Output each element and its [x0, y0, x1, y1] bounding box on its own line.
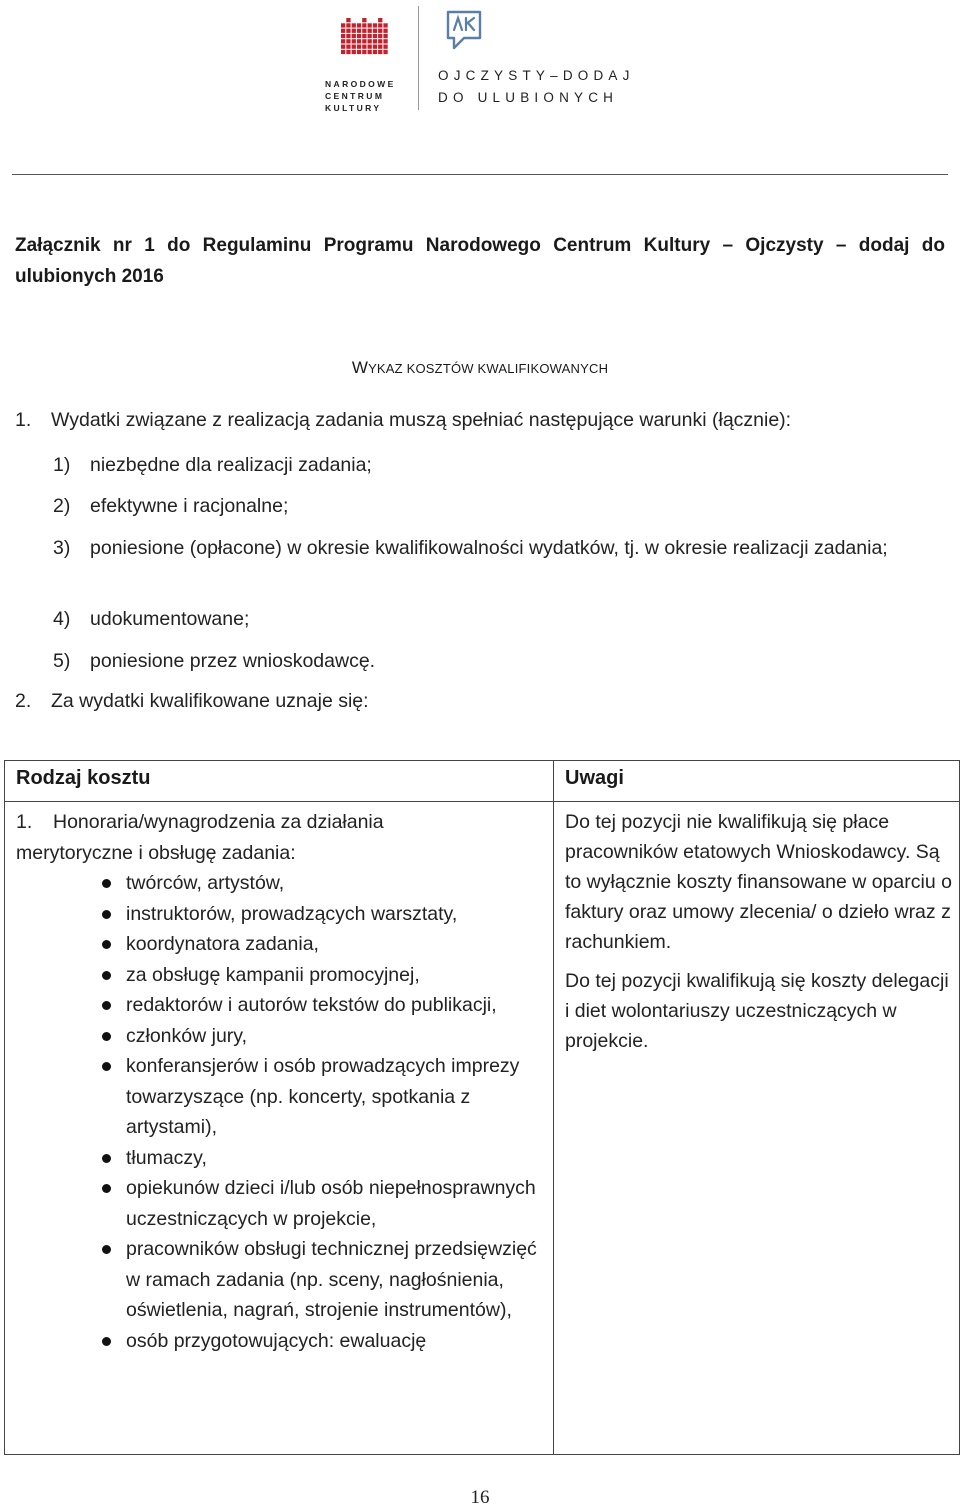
ncc-logo-square — [378, 29, 382, 33]
ncc-logo-square — [357, 50, 361, 54]
condition-item — [53, 604, 947, 634]
ncc-logo-square — [378, 39, 382, 43]
ncc-logo-square — [373, 23, 377, 27]
condition-item — [53, 491, 947, 521]
condition-number: 5) — [53, 650, 71, 672]
condition-number: 4) — [53, 608, 71, 630]
list-item: twórców, artystów, — [16, 868, 546, 899]
point-2-number: 2. — [15, 690, 32, 712]
ncc-logo-square — [362, 50, 366, 54]
table-cell-cost-type — [16, 807, 546, 1356]
cost-item-lead-line1: Honoraria/wynagrodzenia za działania — [53, 811, 384, 833]
ncc-logo-square — [383, 23, 387, 27]
point-1 — [15, 409, 791, 432]
ncc-logo-square — [352, 34, 356, 38]
list-item: członków jury, — [16, 1021, 546, 1052]
ncc-logo-square — [383, 29, 387, 33]
ncc-logo-square — [357, 23, 361, 27]
condition-number: 2) — [53, 495, 71, 517]
cost-item-bullets — [16, 868, 546, 1356]
condition-item — [53, 450, 947, 480]
ncc-logo-square — [368, 50, 372, 54]
cost-item-lead-line2: merytoryczne i obsługę zadania: — [16, 841, 296, 864]
ncc-logo-square — [362, 34, 366, 38]
ncc-logo-square — [362, 29, 366, 33]
ncc-logo-square — [341, 34, 345, 38]
ncc-logo-square — [346, 39, 350, 43]
cost-item-number: 1. — [16, 811, 33, 833]
ncc-logo-square — [378, 50, 382, 54]
ncc-logo-square — [362, 39, 366, 43]
ncc-logo-square — [362, 45, 366, 49]
ncc-logo-text — [325, 78, 403, 114]
condition-text: niezbędne dla realizacji zadania; — [90, 454, 372, 476]
condition-text: efektywne i racjonalne; — [90, 495, 289, 517]
section-title-initial: W — [351, 358, 369, 377]
page-number: 16 — [470, 1487, 490, 1508]
ncc-logo-square — [341, 23, 345, 27]
program-logo-line1: OJCZYSTY–DODAJ — [438, 68, 635, 83]
ncc-logo-square — [368, 45, 372, 49]
point-2-text: Za wydatki kwalifikowane uznaje się: — [51, 690, 369, 712]
ncc-logo-square — [357, 29, 361, 33]
speech-bubble-icon — [444, 8, 484, 54]
list-item: redaktorów i autorów tekstów do publikacji, — [16, 990, 546, 1021]
table-column-divider — [553, 761, 554, 1454]
ncc-logo-square — [352, 23, 356, 27]
ncc-logo-square — [346, 18, 350, 22]
section-title — [0, 358, 960, 378]
list-item: opiekunów dzieci i/lub osób niepełnosprawnych uczestniczących w projekcie, — [16, 1173, 546, 1234]
ncc-logo-square — [352, 50, 356, 54]
ncc-logo-square — [368, 23, 372, 27]
cost-item-lead — [16, 807, 546, 868]
ncc-logo-square — [383, 34, 387, 38]
ncc-logo-square — [378, 34, 382, 38]
point-2 — [15, 690, 369, 713]
ncc-logo-square — [368, 29, 372, 33]
condition-number: 1) — [53, 454, 71, 476]
table-header-cost-type: Rodzaj kosztu — [16, 767, 151, 789]
ncc-logo-square — [346, 50, 350, 54]
header-rule — [12, 174, 948, 175]
ncc-logo-square — [378, 23, 382, 27]
ncc-logo-square — [383, 39, 387, 43]
ncc-logo-square — [357, 34, 361, 38]
section-title-rest: YKAZ KOSZTÓW KWALIFIKOWANYCH — [368, 361, 609, 376]
ncc-logo-square — [341, 50, 345, 54]
list-item: pracowników obsługi technicznej przedsięwzięć w ramach zadania (np. sceny, nagłośnienia, oświetlenia, nagrań, strojenie instrumentów), — [16, 1234, 546, 1326]
ncc-logo-line2: CENTRUM — [325, 91, 385, 101]
ncc-logo-square — [373, 50, 377, 54]
ncc-logo-square — [346, 34, 350, 38]
ncc-logo-square — [352, 45, 356, 49]
ncc-logo-square — [357, 39, 361, 43]
ncc-logo-line3: KULTURY — [325, 103, 382, 113]
ncc-logo-square — [346, 23, 350, 27]
list-item: konferansjerów i osób prowadzących imprezy towarzyszące (np. koncerty, spotkania z artystami), — [16, 1051, 546, 1143]
ncc-logo-square — [378, 45, 382, 49]
page-title: Załącznik nr 1 do Regulaminu Programu Narodowego Centrum Kultury – Ojczysty – dodaj do ulubionych 2016 — [15, 235, 945, 287]
ncc-logo-square — [373, 39, 377, 43]
list-item: za obsługę kampanii promocyjnej, — [16, 960, 546, 991]
ncc-logo-square — [341, 45, 345, 49]
table-header-divider — [5, 801, 959, 802]
condition-item — [53, 646, 947, 676]
note-paragraph: Do tej pozycji kwalifikują się koszty delegacji i diet wolontariuszy uczestniczących w projekcie. — [565, 970, 949, 1052]
ncc-logo-square — [341, 39, 345, 43]
ncc-logo-square — [383, 45, 387, 49]
condition-item — [53, 533, 947, 563]
condition-number: 3) — [53, 537, 71, 559]
list-item: osób przygotowujących: ewaluację — [16, 1326, 546, 1357]
condition-text: udokumentowane; — [90, 608, 250, 630]
program-logo — [438, 8, 668, 108]
program-logo-line2: DO ULUBIONYCH — [438, 90, 619, 105]
condition-text: poniesione (opłacone) w okresie kwalifikowalności wydatków, tj. w okresie realizacji zadania; — [90, 537, 888, 559]
ncc-logo-square — [362, 18, 366, 22]
table-cell-notes — [565, 807, 955, 1065]
ncc-logo-square — [378, 18, 382, 22]
note-paragraph: Do tej pozycji nie kwalifikują się płace pracowników etatowych Wnioskodawcy. Są to wyłącznie koszty finansowane w oparciu o faktury oraz umowy zlecenia/ o dzieło wraz z rachunkiem. — [565, 811, 952, 953]
list-item: koordynatora zadania, — [16, 929, 546, 960]
ncc-logo-square — [373, 34, 377, 38]
ncc-logo-square — [383, 50, 387, 54]
ncc-logo-square — [368, 34, 372, 38]
ncc-logo-square — [341, 29, 345, 33]
ncc-logo-square — [362, 23, 366, 27]
list-item: instruktorów, prowadzących warsztaty, — [16, 899, 546, 930]
condition-text: poniesione przez wnioskodawcę. — [90, 650, 376, 672]
ncc-logo-mark — [341, 12, 389, 60]
list-item: tłumaczy, — [16, 1143, 546, 1174]
ncc-logo-line1: NARODOWE — [325, 79, 396, 89]
ncc-logo-square — [352, 39, 356, 43]
point-1-text: Wydatki związane z realizacją zadania muszą spełniać następujące warunki (łącznie): — [51, 409, 792, 431]
ncc-logo-square — [352, 29, 356, 33]
ncc-logo-square — [373, 45, 377, 49]
point-1-number: 1. — [15, 409, 32, 431]
logo-divider — [418, 6, 419, 110]
ncc-logo-square — [346, 29, 350, 33]
ncc-logo — [325, 12, 403, 113]
table-header-notes: Uwagi — [565, 767, 624, 789]
ncc-logo-square — [373, 29, 377, 33]
ncc-logo-square — [357, 45, 361, 49]
costs-table — [4, 760, 960, 1455]
ncc-logo-square — [346, 45, 350, 49]
ncc-logo-square — [368, 39, 372, 43]
